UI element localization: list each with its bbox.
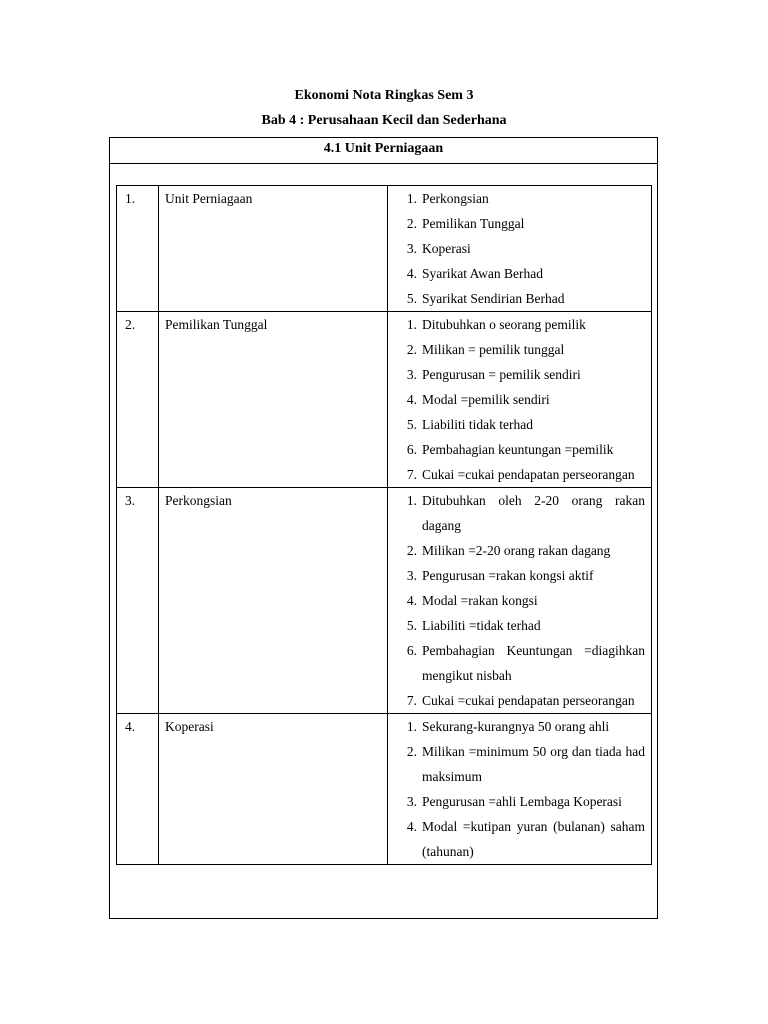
table-row [117, 488, 652, 714]
list-item-text: Milikan =minimum 50 org dan tiada had maksimum [422, 744, 645, 784]
list-item-text: Pengurusan =rakan kongsi aktif [422, 568, 594, 583]
points-list [388, 488, 645, 713]
list-item-number: 6. [406, 442, 417, 457]
row-topic: Unit Perniagaan [159, 186, 388, 312]
list-item-number: 4. [406, 819, 417, 834]
list-item-number: 5. [406, 417, 417, 432]
list-item-number: 5. [406, 618, 417, 633]
row-number: 1. [117, 186, 159, 312]
list-item-text: Modal =kutipan yuran (bulanan) saham (tahunan) [422, 819, 645, 859]
list-item-number: 3. [406, 794, 417, 809]
list-item-text: Pembahagian keuntungan =pemilik [422, 442, 614, 457]
list-item [388, 714, 645, 739]
list-item [388, 186, 645, 211]
chapter-subtitle: Bab 4 : Perusahaan Kecil dan Sederhana [261, 113, 507, 128]
points-list [388, 186, 645, 311]
list-item-text: Pembahagian Keuntungan =diagihkan mengikut nisbah [422, 643, 645, 683]
business-units-table [116, 185, 652, 865]
list-item-number: 7. [406, 467, 417, 482]
list-item [388, 337, 645, 362]
list-item-number: 4. [406, 392, 417, 407]
table-row [117, 714, 652, 865]
list-item-number: 7. [406, 693, 417, 708]
list-item-number: 2. [406, 543, 417, 558]
list-item [388, 312, 645, 337]
list-item-text: Cukai =cukai pendapatan perseorangan [422, 467, 635, 482]
points-list [388, 714, 645, 864]
list-item-text: Syarikat Sendirian Berhad [422, 291, 565, 306]
list-item-number: 3. [406, 367, 417, 382]
list-item [388, 638, 645, 688]
list-item-text: Pengurusan =ahli Lembaga Koperasi [422, 794, 622, 809]
table-row [117, 312, 652, 488]
list-item-number: 3. [406, 241, 417, 256]
list-item-number: 4. [406, 266, 417, 281]
list-item [388, 588, 645, 613]
list-item-text: Koperasi [422, 241, 471, 256]
list-item-text: Modal =pemilik sendiri [422, 392, 550, 407]
list-item-text: Ditubuhkan o seorang pemilik [422, 317, 586, 332]
row-number: 3. [117, 488, 159, 714]
list-item-text: Liabiliti tidak terhad [422, 417, 533, 432]
list-item-text: Modal =rakan kongsi [422, 593, 538, 608]
row-points [388, 488, 652, 714]
list-item-number: 3. [406, 568, 417, 583]
list-item-text: Milikan = pemilik tunggal [422, 342, 565, 357]
row-points [388, 312, 652, 488]
section-heading: 4.1 Unit Perniagaan [110, 138, 657, 164]
list-item [388, 286, 645, 311]
list-item-text: Milikan =2-20 orang rakan dagang [422, 543, 611, 558]
list-item-number: 1. [406, 493, 417, 508]
row-points [388, 714, 652, 865]
list-item [388, 814, 645, 864]
list-item [388, 261, 645, 286]
list-item-text: Pemilikan Tunggal [422, 216, 525, 231]
list-item-number: 6. [406, 643, 417, 658]
list-item-text: Liabiliti =tidak terhad [422, 618, 541, 633]
list-item-text: Pengurusan = pemilik sendiri [422, 367, 581, 382]
list-item-number: 1. [406, 191, 417, 206]
list-item [388, 789, 645, 814]
row-number: 2. [117, 312, 159, 488]
list-item [388, 613, 645, 638]
list-item [388, 412, 645, 437]
list-item-number: 2. [406, 342, 417, 357]
document-title: Ekonomi Nota Ringkas Sem 3 [294, 88, 474, 103]
list-item-text: Cukai =cukai pendapatan perseorangan [422, 693, 635, 708]
row-number: 4. [117, 714, 159, 865]
list-item-number: 2. [406, 216, 417, 231]
list-item-text: Perkongsian [422, 191, 489, 206]
list-item-number: 1. [406, 719, 417, 734]
list-item [388, 688, 645, 713]
list-item [388, 437, 645, 462]
row-topic: Pemilikan Tunggal [159, 312, 388, 488]
table-row [117, 186, 652, 312]
points-list [388, 312, 645, 487]
list-item [388, 488, 645, 538]
row-topic: Perkongsian [159, 488, 388, 714]
list-item-text: Ditubuhkan oleh 2-20 orang rakan dagang [422, 493, 645, 533]
list-item [388, 538, 645, 563]
list-item [388, 387, 645, 412]
list-item [388, 739, 645, 789]
list-item-text: Syarikat Awan Berhad [422, 266, 543, 281]
list-item-text: Sekurang-kurangnya 50 orang ahli [422, 719, 610, 734]
row-topic: Koperasi [159, 714, 388, 865]
list-item-number: 2. [406, 744, 417, 759]
list-item-number: 5. [406, 291, 417, 306]
list-item [388, 211, 645, 236]
row-points [388, 186, 652, 312]
list-item [388, 362, 645, 387]
list-item [388, 236, 645, 261]
list-item-number: 1. [406, 317, 417, 332]
list-item [388, 462, 645, 487]
list-item [388, 563, 645, 588]
list-item-number: 4. [406, 593, 417, 608]
